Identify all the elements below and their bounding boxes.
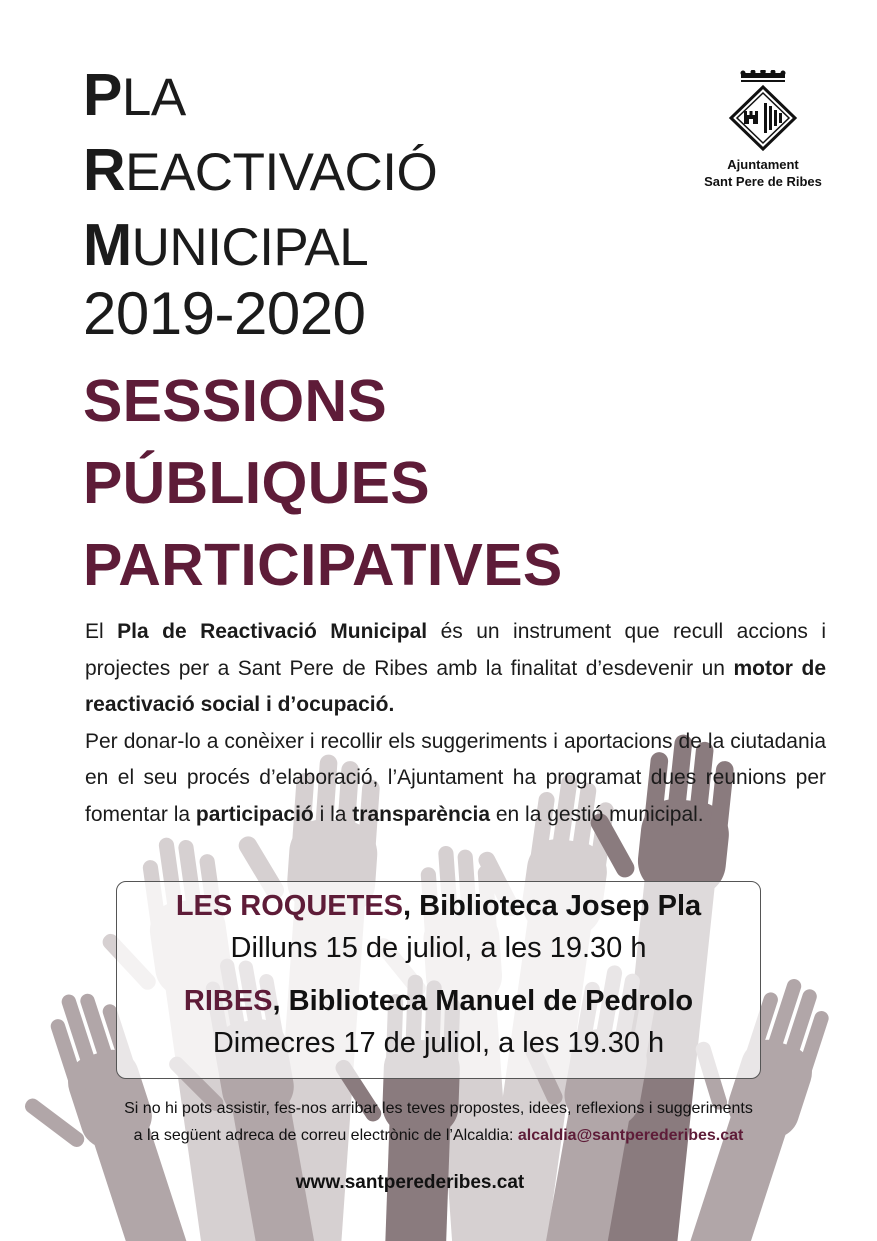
title-line-reactivacio: REACTIVACIÓ — [83, 137, 438, 203]
footer-line-2: a la següent adreca de correu electrònic de l’Alcaldia: alcaldia@santperederibes.cat — [133, 1127, 744, 1144]
intro-paragraph-1: El Pla de Reactivació Municipal és un instrument que recull accions i projectes per a Sant Pere de Ribes amb la finalitat d’esdevenir un motor de reactivació social i d’ocupació. — [85, 620, 826, 716]
intro-text — [85, 614, 826, 833]
heading-sessions: SESSIONS — [83, 368, 388, 434]
municipality-logo — [698, 70, 828, 190]
title-years: 2019-2020 — [83, 280, 366, 347]
coat-of-arms-icon — [727, 70, 799, 156]
heading-participatives: PARTICIPATIVES — [83, 532, 563, 598]
logo-text-line1: Ajuntament — [727, 157, 799, 172]
email-link[interactable]: alcaldia@santperederibes.cat — [517, 1127, 744, 1144]
sessions-box — [116, 881, 761, 1079]
logo-text-line2: Sant Pere de Ribes — [704, 174, 822, 189]
title-line-pla: PLA — [83, 62, 186, 128]
footer-line-1: Si no hi pots assistir, fes-nos arribar les teves propostes, idees, reflexions i suggeriments — [124, 1100, 753, 1117]
session-2-place: RIBES, Biblioteca Manuel de Pedrolo — [183, 985, 694, 1017]
title-line-municipal: MUNICIPAL — [83, 212, 369, 278]
website-link[interactable]: www.santperederibes.cat — [295, 1172, 525, 1193]
heading-publiques: PÚBLIQUES — [83, 450, 430, 516]
session-2-datetime: Dimecres 17 de juliol, a les 19.30 h — [212, 1027, 665, 1059]
footer-note — [0, 1095, 877, 1149]
intro-paragraph-2: Per donar-lo a conèixer i recollir els suggeriments i aportacions de la ciutadania en el seu procés d’elaboració, l’Ajuntament ha programat dues reunions per fomentar la participació i la transparència en la gestió municipal. — [85, 729, 826, 826]
session-1-place: LES ROQUETES, Biblioteca Josep Pla — [175, 890, 702, 922]
session-1-datetime: Dilluns 15 de juliol, a les 19.30 h — [230, 932, 647, 964]
